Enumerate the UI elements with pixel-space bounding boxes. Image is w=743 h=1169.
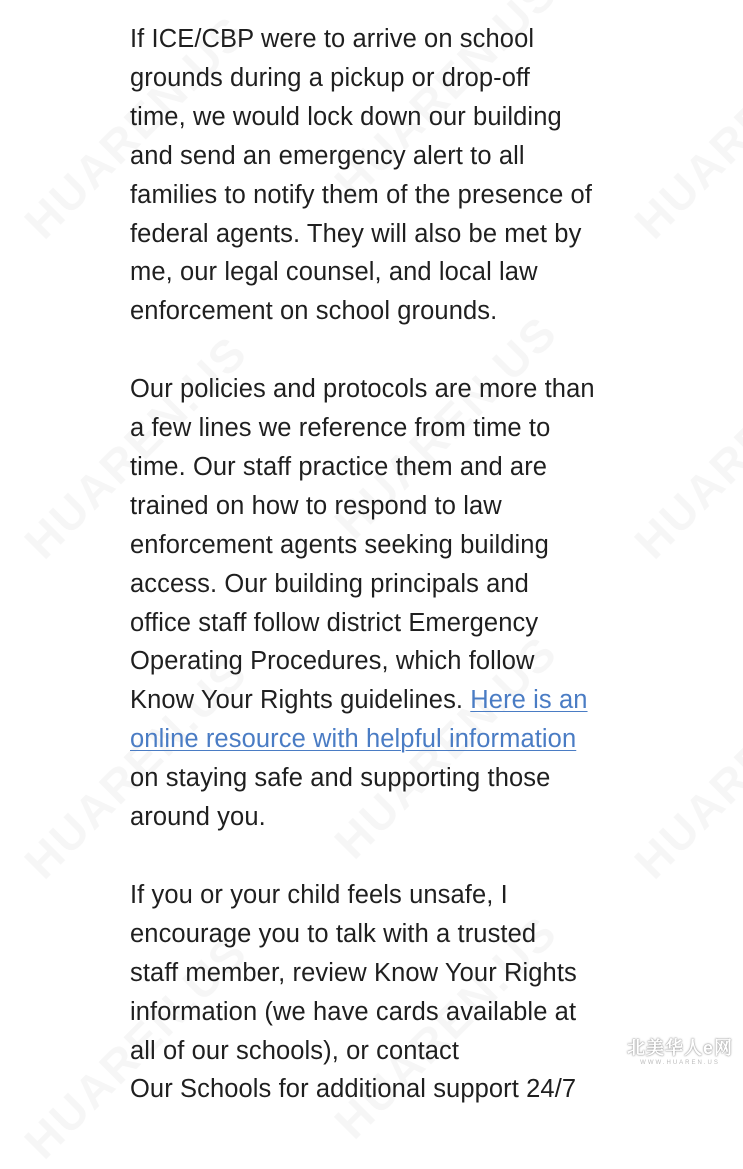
online-resource-link[interactable]: online resource with helpful information — [130, 725, 577, 754]
online-resource-link[interactable]: Here is an — [470, 686, 588, 715]
text-line: around you. — [130, 803, 266, 832]
text-line — [130, 681, 630, 720]
text-line: time. Our staff practice them and are — [130, 452, 548, 481]
text-line: a few lines we reference from time to — [130, 414, 551, 443]
text-line: families to notify them of the presence of — [130, 180, 593, 209]
text-line: trained on how to respond to law — [130, 491, 502, 520]
text-line — [130, 720, 630, 759]
text-line: information (we have cards available at — [130, 997, 577, 1026]
text-line: Our Schools for additional support 24/7 — [130, 1075, 577, 1104]
text-line: Operating Procedures, which follow — [130, 647, 535, 676]
paragraph-ice-response — [130, 20, 630, 331]
text-fragment: Know Your Rights guidelines. — [130, 686, 471, 715]
article-body — [130, 20, 630, 1148]
text-line: access. Our building principals and — [130, 569, 529, 598]
text-line: all of our schools), or contact — [130, 1036, 460, 1065]
site-logo-watermark — [627, 1034, 733, 1066]
text-line: me, our legal counsel, and local law — [130, 258, 538, 287]
text-line: enforcement agents seeking building — [130, 530, 549, 559]
text-line: federal agents. They will also be met by — [130, 219, 582, 248]
logo-title: 北美华人e网 — [626, 1038, 733, 1058]
text-line: encourage you to talk with a trusted — [130, 919, 537, 948]
text-line: If you or your child feels unsafe, I — [130, 880, 508, 909]
text-line: If ICE/CBP were to arrive on school — [130, 25, 535, 53]
text-line: grounds during a pickup or drop-off — [130, 63, 530, 92]
logo-subtitle: WWW.HUAREN.US — [640, 1060, 720, 1066]
text-line: staff member, review Know Your Rights — [130, 958, 577, 987]
text-line: time, we would lock down our building — [130, 102, 562, 131]
paragraph-policies — [130, 370, 630, 837]
watermark — [624, 5, 743, 249]
text-line: office staff follow district Emergency — [130, 608, 539, 637]
watermark — [624, 645, 743, 889]
paragraph-feel-unsafe — [130, 876, 630, 1109]
text-line: and send an emergency alert to all — [130, 141, 525, 170]
text-line: Our policies and protocols are more than — [130, 375, 595, 404]
text-line: on staying safe and supporting those — [130, 764, 551, 793]
text-line: enforcement on school grounds. — [130, 297, 498, 326]
watermark — [624, 325, 743, 569]
